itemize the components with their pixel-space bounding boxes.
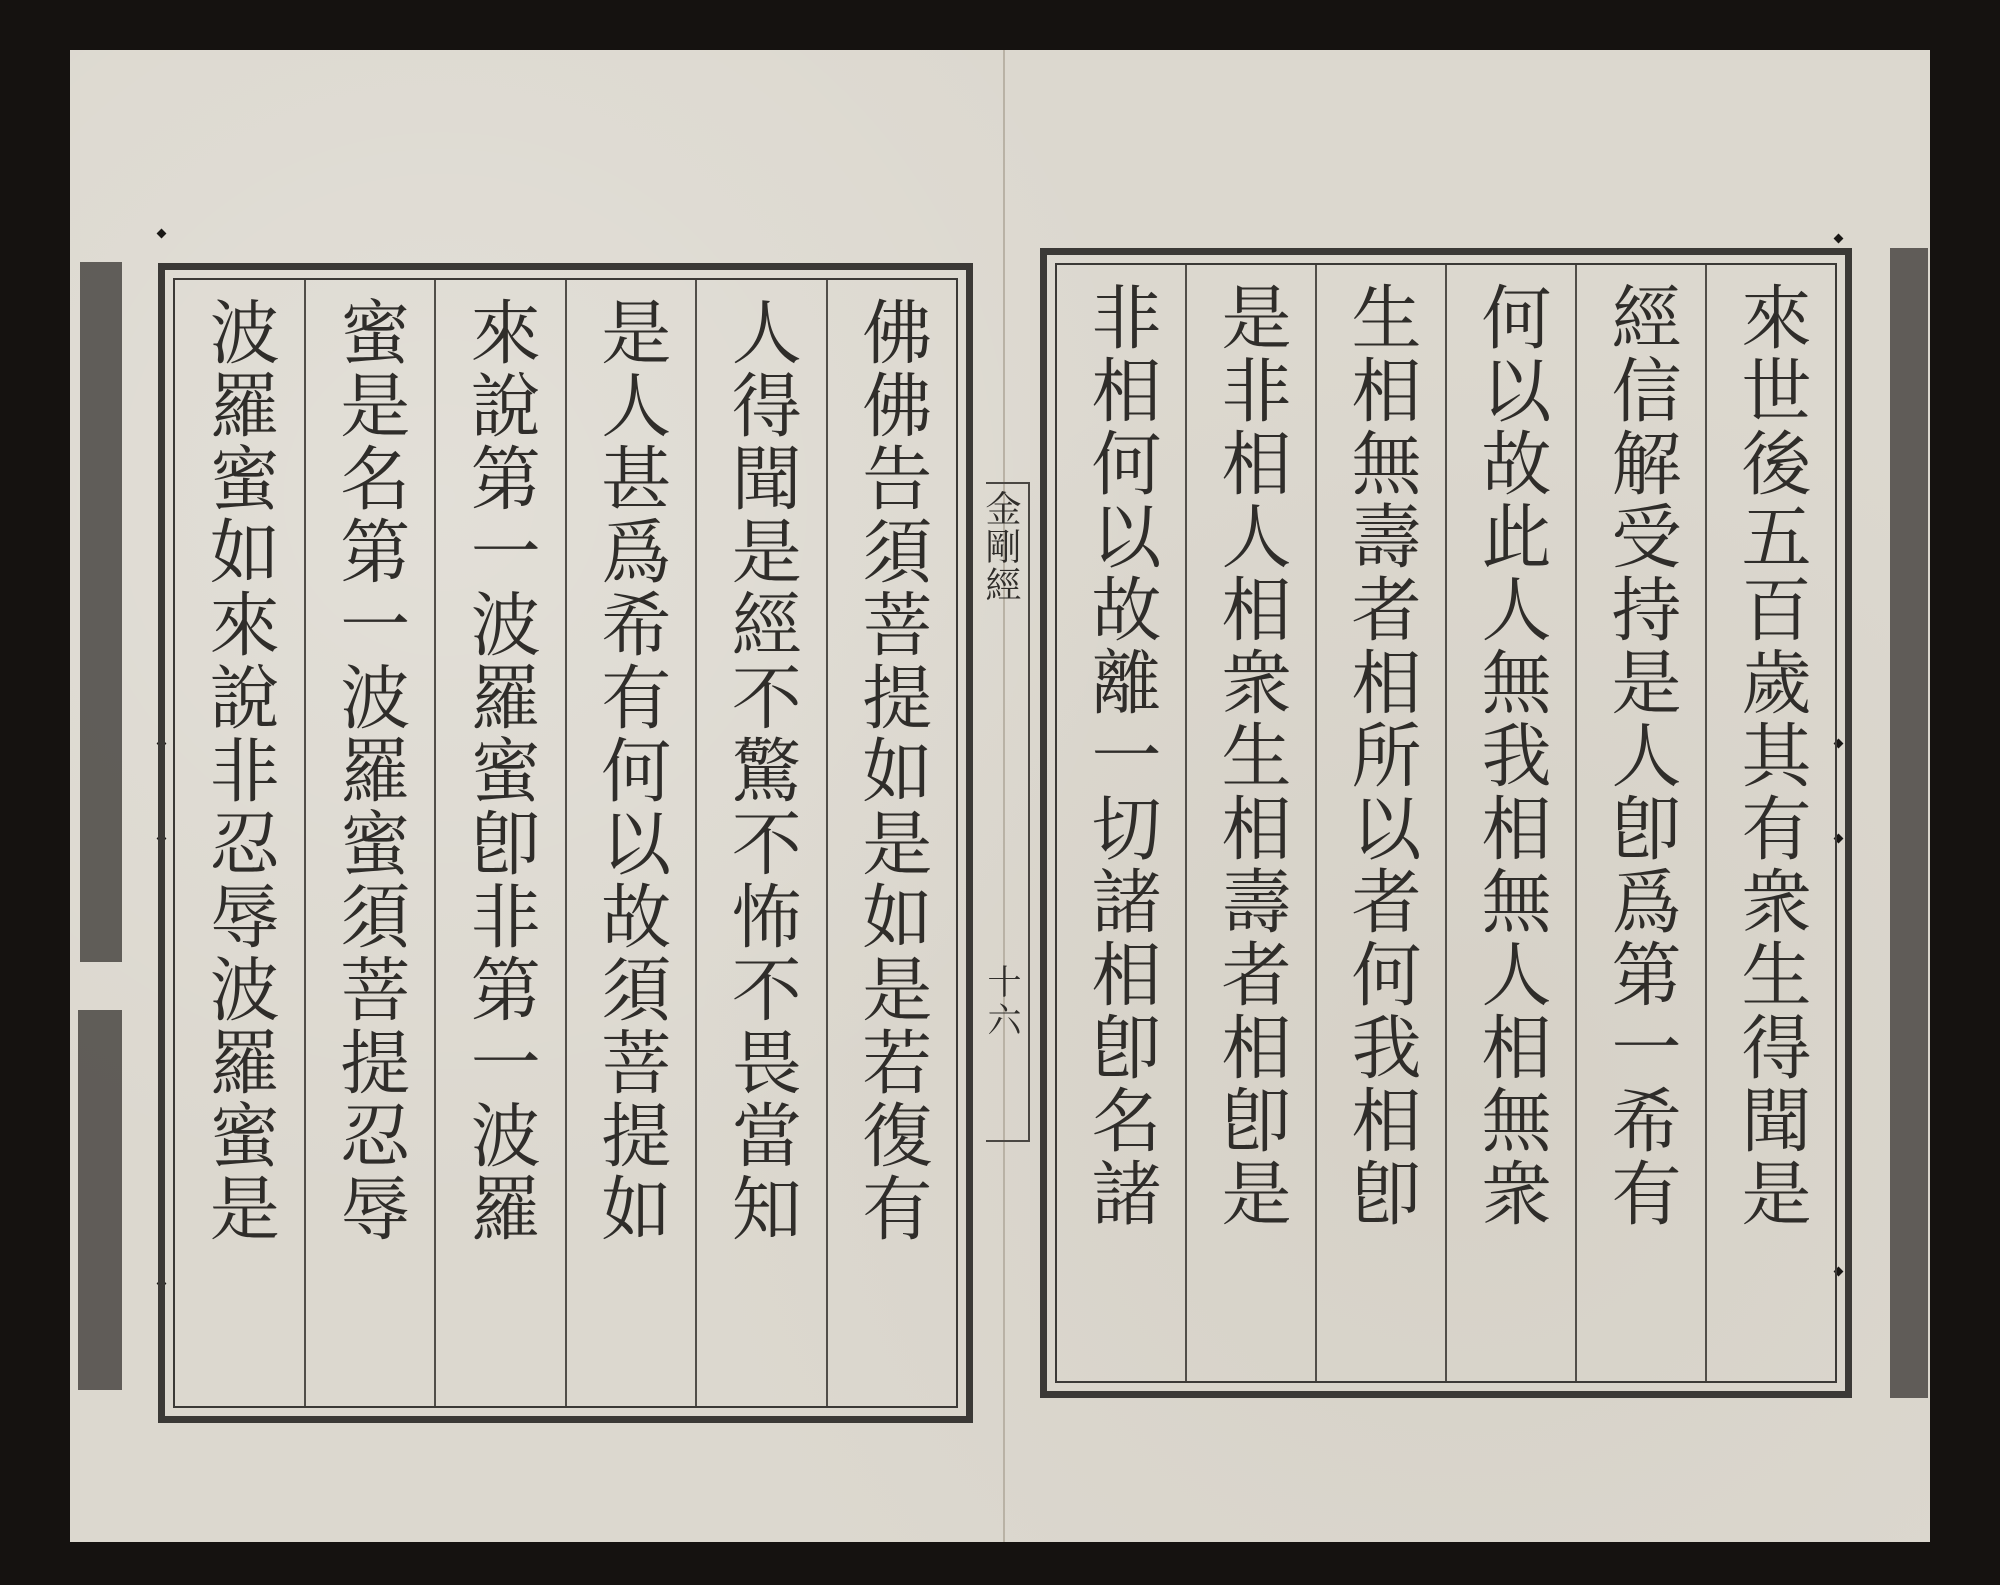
text-column: 佛佛告須菩提如是如是若復有: [826, 280, 957, 1406]
ink-smudge-left: [80, 262, 122, 962]
text-column: 非相何以故離一切諸相卽名諸: [1080, 281, 1162, 1230]
right-page-frame: [1040, 248, 1852, 1398]
text-column: 人得聞是經不驚不怖不畏當知: [695, 280, 826, 1406]
text-column: 何以故此人無我相無人相無衆: [1445, 265, 1575, 1381]
center-margin-label: [980, 482, 1030, 1142]
text-column: 來說第一波羅蜜卽非第一波羅: [434, 280, 565, 1406]
text-column: 是非相人相衆生相壽者相卽是: [1185, 265, 1315, 1381]
page-number: 十六: [981, 964, 1021, 1040]
text-column: 波羅蜜如來說非忍辱波羅蜜是: [198, 296, 281, 1245]
text-column: 蜜是名第一波羅蜜須菩提忍辱: [304, 280, 435, 1406]
ink-smudge-left-lower: [78, 1010, 122, 1390]
left-page-columns: [173, 278, 958, 1408]
ink-smudge-right: [1890, 248, 1928, 1398]
text-column: 來世後五百歲其有衆生得聞是: [1705, 265, 1835, 1381]
text-column: 經信解受持是人卽爲第一希有: [1575, 265, 1705, 1381]
text-column: 生相無壽者相所以者何我相卽: [1315, 265, 1445, 1381]
left-page-frame: [158, 263, 973, 1423]
book-title: 金剛經: [980, 490, 1021, 604]
right-page-columns: [1055, 263, 1837, 1383]
text-column: 是人甚爲希有何以故須菩提如: [565, 280, 696, 1406]
